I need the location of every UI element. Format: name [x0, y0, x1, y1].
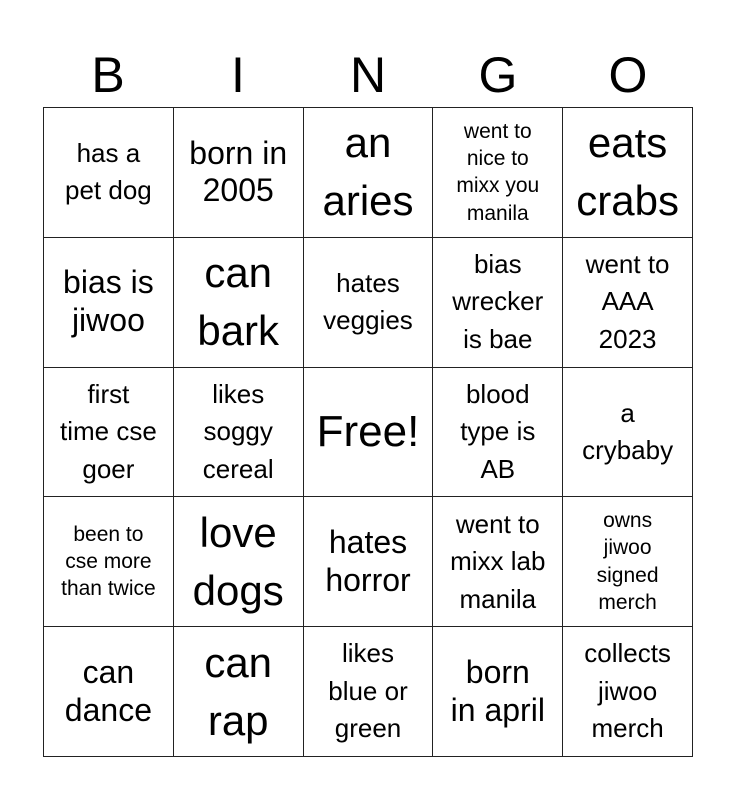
cell-text: love dogs [192, 508, 284, 614]
cell-text: first time cse goer [59, 378, 157, 484]
bingo-cell[interactable] [174, 238, 304, 368]
cell-text: a crybaby [582, 397, 674, 465]
bingo-cell[interactable] [563, 238, 693, 368]
bingo-cell[interactable] [304, 497, 434, 627]
bingo-grid [43, 107, 693, 757]
cell-text: owns jiwoo signed merch [596, 509, 659, 615]
bingo-cell[interactable] [563, 497, 693, 627]
header-letter-o: O [608, 47, 648, 103]
bingo-header [43, 44, 693, 106]
cell-text: bias is jiwoo [63, 264, 154, 339]
cell-text: went to AAA 2023 [585, 249, 670, 354]
cell-text: likes blue or green [328, 638, 408, 744]
cell-text: likes soggy cereal [202, 378, 274, 484]
bingo-cell[interactable] [563, 368, 693, 498]
header-letter-i: I [231, 47, 245, 103]
bingo-cell[interactable] [304, 238, 434, 368]
bingo-cell[interactable] [433, 368, 563, 498]
cell-text: can bark [197, 249, 280, 355]
bingo-cell[interactable] [174, 497, 304, 627]
cell-text: has a pet dog [65, 137, 152, 206]
free-space-text: Free! [316, 407, 420, 457]
header-letter-n: N [349, 47, 387, 103]
bingo-cell[interactable] [44, 497, 174, 627]
bingo-cell[interactable] [433, 238, 563, 368]
cell-text: blood type is AB [460, 378, 536, 484]
cell-text: went to mixx lab manila [450, 508, 546, 614]
bingo-cell[interactable] [44, 238, 174, 368]
cell-text: eats crabs [576, 119, 679, 225]
cell-text: hates veggies [323, 267, 413, 336]
cell-text: hates horror [325, 524, 411, 598]
bingo-cell[interactable] [433, 108, 563, 238]
cell-text: an aries [322, 119, 414, 225]
cell-text: born in april [450, 653, 545, 728]
cell-text: collects jiwoo merch [584, 638, 671, 744]
bingo-cell[interactable] [174, 627, 304, 757]
bingo-cell[interactable] [44, 108, 174, 238]
header-letter-g: G [478, 47, 518, 103]
bingo-cell[interactable] [304, 627, 434, 757]
bingo-cell[interactable] [174, 368, 304, 498]
cell-text: can rap [204, 638, 273, 744]
bingo-cell[interactable] [174, 108, 304, 238]
bingo-cell[interactable] [44, 368, 174, 498]
bingo-cell[interactable] [433, 497, 563, 627]
cell-text: bias wrecker is bae [452, 249, 544, 354]
cell-text: been to cse more than twice [61, 522, 156, 601]
free-space-cell[interactable] [304, 368, 434, 498]
bingo-cell[interactable] [563, 627, 693, 757]
bingo-cell[interactable] [563, 108, 693, 238]
cell-text: went to nice to mixx you manila [456, 119, 540, 225]
cell-text: born in 2005 [189, 134, 288, 209]
cell-text: can dance [64, 653, 152, 728]
header-letter-b: B [91, 47, 125, 103]
bingo-cell[interactable] [44, 627, 174, 757]
bingo-cell[interactable] [304, 108, 434, 238]
bingo-cell[interactable] [433, 627, 563, 757]
